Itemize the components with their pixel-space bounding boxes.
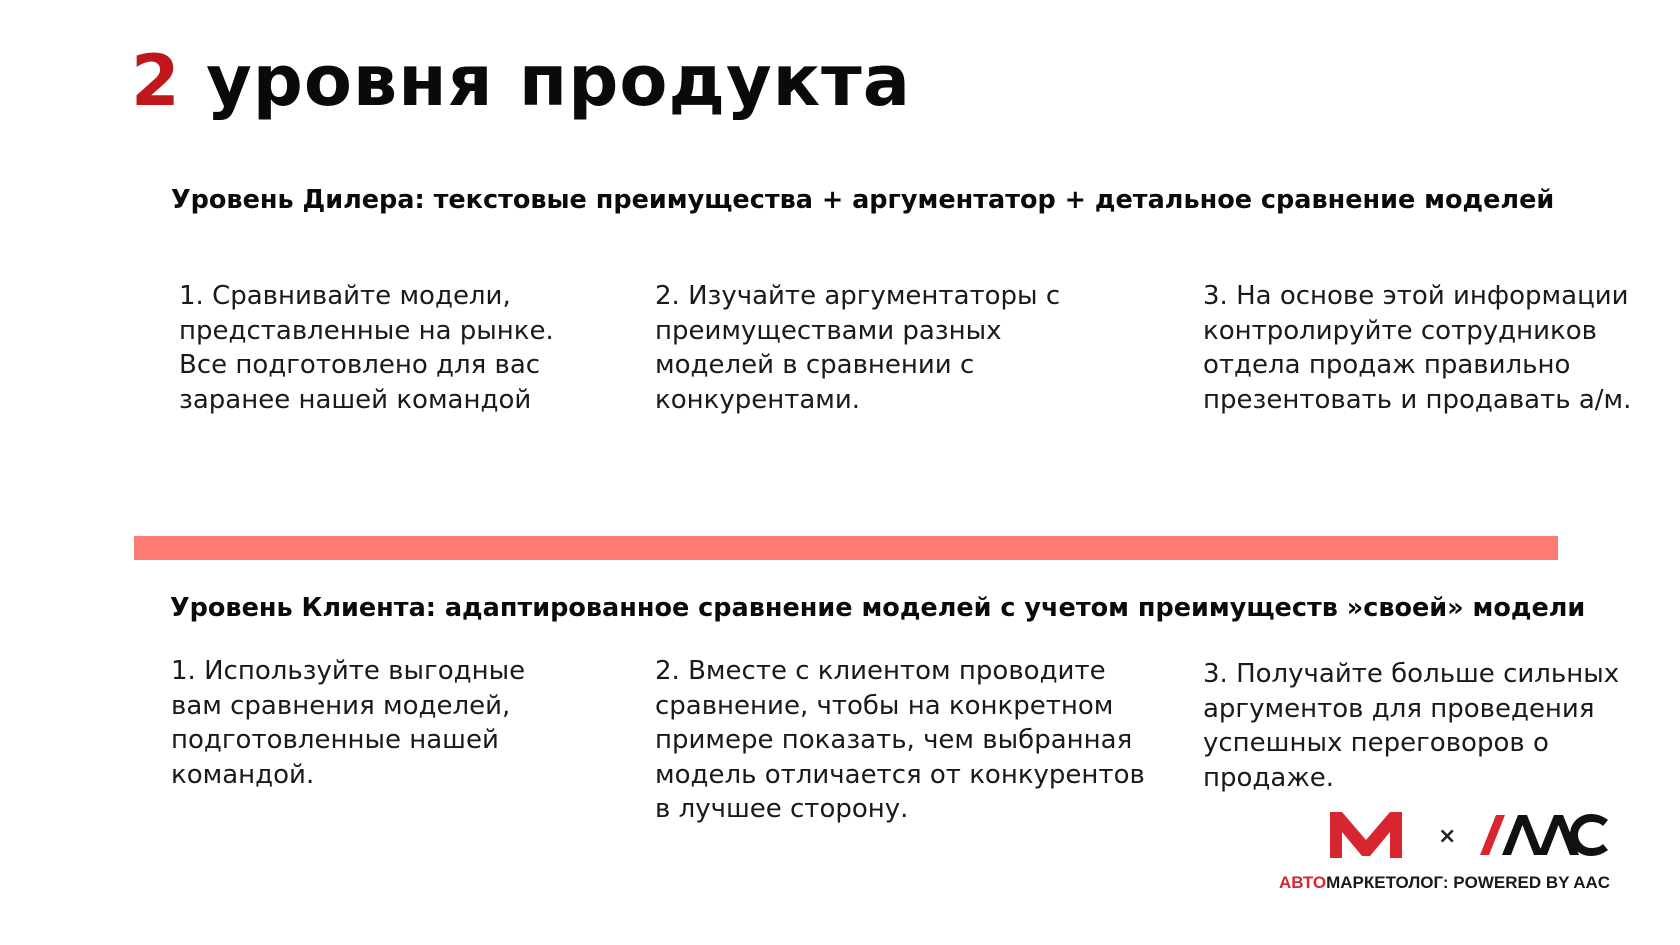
dealer-item-2-line: моделей в сравнении с [655, 350, 975, 380]
client-item-2-line: сравнение, чтобы на конкретном [655, 690, 1114, 721]
aac-logo-icon [1472, 813, 1610, 857]
am-monogram-logo-icon [1330, 812, 1402, 858]
client-item-3-line: аргументов для проведения [1203, 693, 1595, 724]
brand-logo [1279, 812, 1630, 900]
brand-tagline [1279, 872, 1610, 894]
client-item-2-line: 2. Вместе с клиентом проводите [655, 656, 1106, 686]
client-item-2 [655, 654, 1145, 827]
dealer-item-3-line: контролируйте сотрудников [1203, 315, 1597, 346]
client-item-1-line: 1. Используйте выгодные [171, 656, 526, 686]
title-text: уровня продукта [206, 40, 911, 122]
dealer-item-3-line: 3. На основе этой информации [1203, 281, 1629, 311]
dealer-item-2-line: конкурентами. [655, 384, 861, 415]
dealer-item-2-line: преимуществами разных [655, 315, 1002, 346]
logo-separator: × [1438, 824, 1457, 849]
dealer-item-1 [179, 279, 554, 417]
dealer-item-1-line: 1. Сравнивайте модели, [179, 281, 511, 311]
dealer-item-1-line: Все подготовлено для вас [179, 350, 541, 380]
client-item-1-line: подготовленные нашей [171, 725, 499, 755]
dealer-item-1-line: заранее нашей командой [179, 384, 532, 415]
dealer-item-3 [1203, 279, 1631, 417]
client-item-2-line: модель отличается от конкурентов [655, 759, 1145, 790]
dealer-item-3-line: презентовать и продавать а/м. [1203, 384, 1632, 415]
tagline-rest: МАРКЕТОЛОГ: POWERED BY AAC [1326, 873, 1611, 892]
client-level-heading: Уровень Клиента: адаптированное сравнение моделей с учетом преимуществ »своей» модели [170, 593, 1586, 623]
client-item-3 [1203, 657, 1619, 795]
client-item-2-line: примере показать, чем выбранная [655, 725, 1133, 755]
tagline-highlight: АВТО [1279, 873, 1327, 892]
title-number: 2 [131, 40, 181, 122]
client-item-3-line: 3. Получайте больше сильных [1203, 659, 1620, 689]
dealer-item-3-line: отдела продаж правильно [1203, 350, 1571, 380]
client-item-1-line: командой. [171, 759, 315, 790]
client-item-2-line: в лучшее сторону. [655, 794, 909, 824]
client-item-3-line: успешных переговоров о [1203, 728, 1549, 758]
dealer-item-1-line: представленные на рынке. [179, 315, 554, 346]
client-item-3-line: продаже. [1203, 762, 1335, 793]
client-item-1 [171, 654, 525, 792]
section-divider [134, 536, 1558, 560]
page-title [131, 36, 911, 126]
dealer-item-2-line: 2. Изучайте аргументаторы с [655, 281, 1061, 311]
dealer-level-heading: Уровень Дилера: текстовые преимущества + аргументатор + детальное сравнение моделей [171, 185, 1555, 215]
client-item-1-line: вам сравнения моделей, [171, 690, 511, 721]
dealer-item-2 [655, 279, 1060, 417]
